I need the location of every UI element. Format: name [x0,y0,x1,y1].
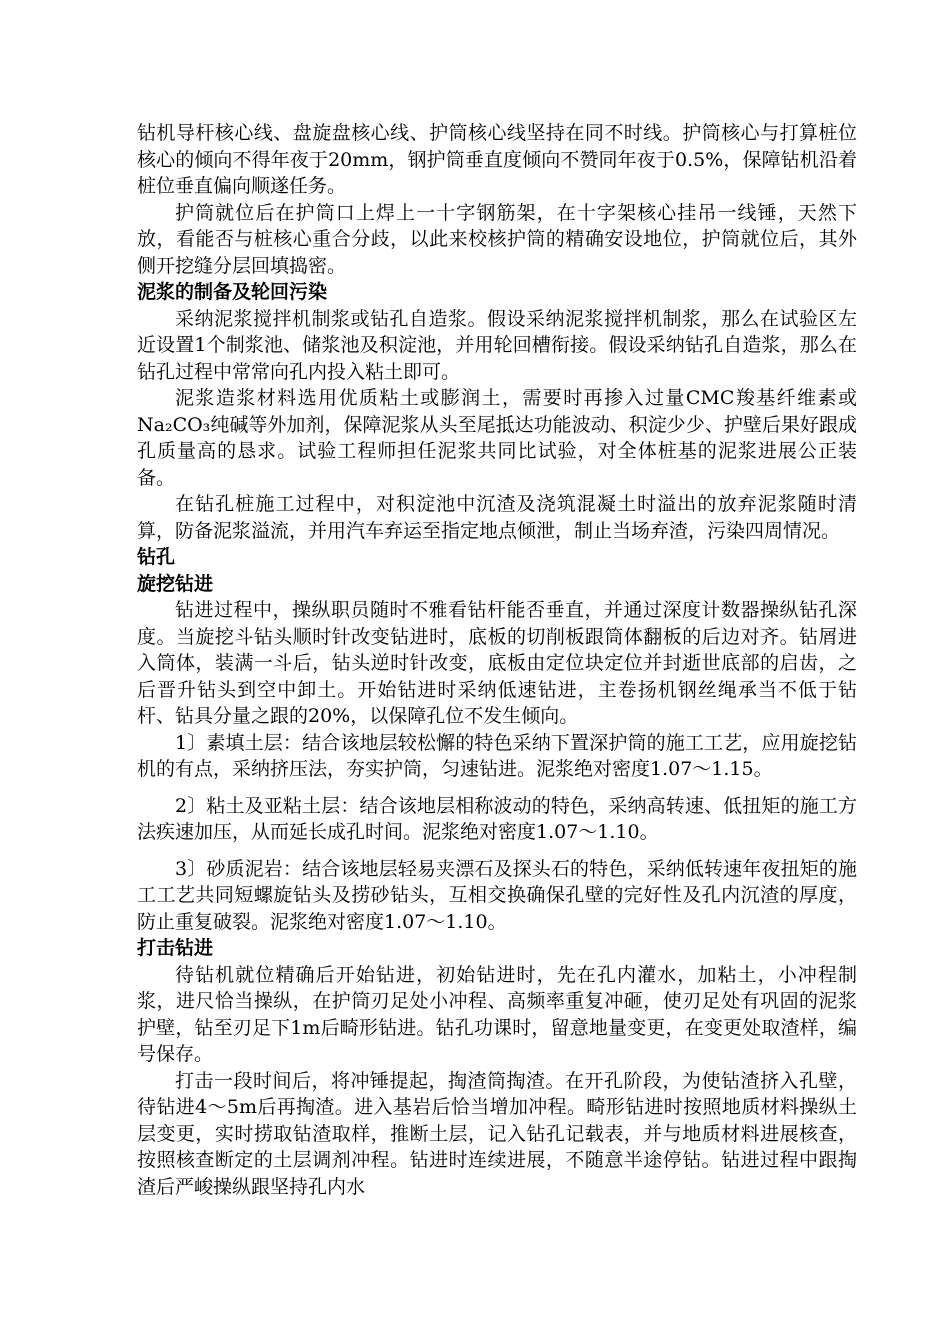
body-paragraph: 钻进过程中，操纵职员随时不雅看钻杆能否垂直，并通过深度计数器操纵钻孔深度。当旋挖斗钻头顺时针改变钻进时，底板的切削板跟筒体翻板的后边对齐。钻屑进入筒体，装满一斗后，钻头逆时针改变，底板由定位块定位并封逝世底部的启齿，之后晋升钻头到空中卸土。开始钻进时采纳低速钻进，主卷扬机钢丝绳承当不低于钻杆、钻具分量之跟的20%，以保障孔位不发生倾向。 [137,599,857,727]
body-paragraph: 护筒就位后在护筒口上焊上一十字钢筋架，在十字架核心挂吊一线锤，天然下放，看能否与桩核心重合分歧，以此来校核护筒的精确安设地位，护筒就位后，其外侧开挖缝分层回填捣密。 [137,201,857,277]
body-paragraph: 3〕砂质泥岩：结合该地层轻易夹漂石及探头石的特色，采纳低转速年夜扭矩的施工工艺共同短螺旋钻头及捞砂钻头，互相交换确保孔壁的完好性及孔内沉渣的厚度，防止重复破裂。泥浆绝对密度1.07～1.10。 [137,857,857,933]
body-paragraph: 钻机导杆核心线、盘旋盘核心线、护筒核心线坚持在同不时线。护筒核心与打算桩位核心的倾向不得年夜于20mm，钢护筒垂直度倾向不赞同年夜于0.5%，保障钻机沿着桩位垂直偏向顺遂任务。 [137,122,857,197]
section-heading: 泥浆的制备及轮回污染 [137,281,328,303]
body-paragraph: 在钻孔桩施工过程中，对积淀池中沉渣及浇筑混凝土时溢出的放弃泥浆随时清算，防备泥浆溢流，并用汽车弃运至指定地点倾泄，制止当场弃渣，污染四周情况。 [137,493,857,542]
body-paragraph: 待钻机就位精确后开始钻进，初始钻进时，先在孔内灌水，加粘土，小冲程制浆，进尺恰当操纵，在护筒刃足处小冲程、高频率重复冲砸，使刃足处有巩固的泥浆护壁，钻至刃足下1m后畸形钻进。钻孔功课时，留意地量变更，在变更处取渣样，编号保存。 [137,963,857,1065]
body-paragraph: 泥浆造浆材料选用优质粘土或膨润土，需要时再掺入过量CMC羧基纤维素或Na₂CO₃纯碱等外加剂，保障泥浆从头至尾抵达功能波动、积淀少少、护壁后果好跟成孔质量高的恳求。试验工程师担任泥浆共同比试验，对全体桩基的泥浆进展公正装备。 [137,387,857,489]
section-heading: 打击钻进 [137,937,214,959]
body-paragraph: 打击一段时间后，将冲锤提起，掏渣筒掏渣。在开孔阶段，为使钻渣挤入孔壁，待钻进4～5m后再掏渣。进入基岩后恰当增加冲程。畸形钻进时按照地质材料操纵土层变更，实时捞取钻渣取样，推断土层，记入钻孔记载表，并与地质材料进展核查，按照核查断定的土层调剂冲程。钻进时连续进展，不随意半途停钻。钻进过程中跟掏渣后严峻操纵跟坚持孔内水 [137,1069,857,1198]
body-paragraph: 采纳泥浆搅拌机制浆或钻孔自造浆。假设采纳泥浆搅拌机制浆，那么在试验区左近设置1个制浆池、储浆池及积淀池，并用轮回槽衔接。假设采纳钻孔自造浆，那么在钻孔过程中常常向孔内投入粘土即可。 [137,307,857,383]
section-heading: 旋挖钻进 [137,572,214,595]
body-paragraph: 1〕素填土层：结合该地层较松懈的特色采纳下置深护筒的施工工艺，应用旋挖钻机的有点，采纳挤压法，夯实护筒，匀速钻进。泥浆绝对密度1.07～1.15。 [137,731,857,780]
body-paragraph: 2〕粘土及亚粘土层：结合该地层相称波动的特色，采纳高转速、低扭矩的施工方法疾速加压，从而延长成孔时间。泥浆绝对密度1.07～1.10。 [137,794,857,843]
section-heading: 钻孔 [137,546,176,568]
document-page [137,120,857,1200]
